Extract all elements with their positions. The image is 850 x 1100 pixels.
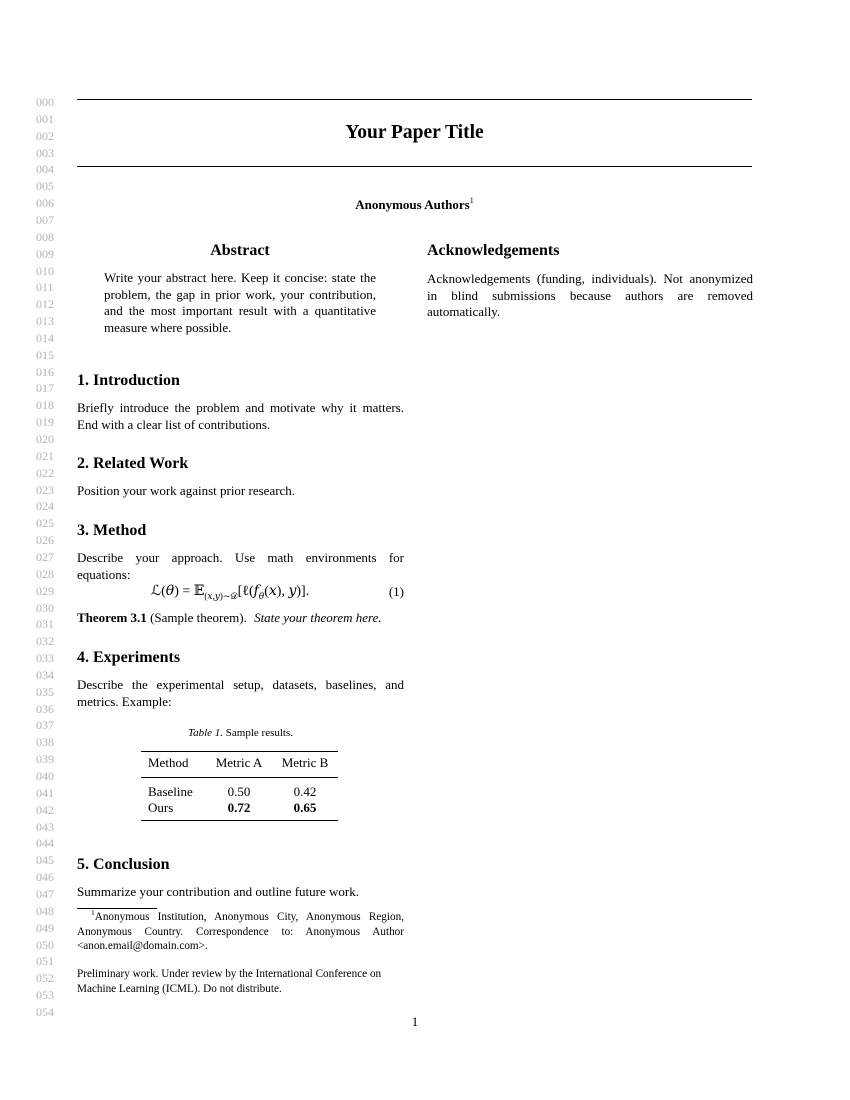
line-number: 025 (36, 516, 54, 531)
line-number: 010 (36, 263, 54, 278)
experiments-text: Describe the experimental setup, datasets, baselines, and metrics. Example: (77, 677, 404, 709)
table-header-cell: Metric B (281, 755, 329, 770)
line-number: 028 (36, 566, 54, 581)
line-number: 045 (36, 853, 54, 868)
line-number: 005 (36, 179, 54, 194)
table-row (141, 800, 338, 820)
line-number: 044 (36, 836, 54, 851)
line-number: 053 (36, 988, 54, 1003)
line-number: 035 (36, 684, 54, 699)
theorem-name: (Sample theorem). (150, 610, 247, 625)
line-number: 004 (36, 162, 54, 177)
table-cell: 0.42 (293, 783, 317, 799)
table-header-cell: Metric A (215, 755, 263, 770)
line-number: 032 (36, 634, 54, 649)
title-bottom-rule (77, 166, 752, 167)
loss-equation (77, 583, 404, 603)
equation-formula: ℒ(θ) = $𝔼_{(x,y)\sim 𝒟}[\ell(f_\theta(x)$, y)]. (151, 583, 310, 602)
line-number: 024 (36, 499, 54, 514)
line-number: 041 (36, 785, 54, 800)
table-caption (77, 726, 404, 740)
abstract-text: Write your abstract here. Keep it concise: state the problem, the gap in prior work, your contribution, and the most important result with a quantitative measure where possible. (104, 270, 376, 335)
conclusion-heading: 5. Conclusion (77, 856, 170, 873)
table-caption-text: Sample results. (225, 727, 293, 739)
theorem-block (77, 610, 404, 627)
line-number: 018 (36, 398, 54, 413)
line-number: 027 (36, 549, 54, 564)
table-cell: 0.50 (227, 783, 251, 799)
author-line (77, 196, 752, 213)
line-number: 008 (36, 229, 54, 244)
line-number: 014 (36, 330, 54, 345)
line-number: 021 (36, 448, 54, 463)
line-number: 033 (36, 651, 54, 666)
line-number: 037 (36, 718, 54, 733)
theorem-label: Theorem 3.1 (77, 610, 147, 625)
method-heading: 3. Method (77, 522, 147, 539)
experiments-heading: 4. Experiments (77, 649, 181, 666)
footnote-rule (77, 908, 157, 909)
line-number: 001 (36, 111, 54, 126)
line-number: 040 (36, 769, 54, 783)
line-number: 009 (36, 246, 54, 261)
table-header-cell: Method (148, 755, 189, 770)
related-work-heading: 2. Related Work (77, 455, 189, 472)
affiliation-footnote (77, 910, 404, 954)
line-number: 048 (36, 903, 54, 918)
table-cell: 0.65 (293, 800, 317, 815)
introduction-text: Briefly introduce the problem and motivate why it matters. End with a clear list of contributions. (77, 400, 404, 432)
line-number: 006 (36, 196, 54, 211)
table-cell: Ours (148, 800, 174, 815)
footnote-text: Anonymous Institution, Anonymous City, Anonymous Region, Anonymous Country. Correspondence to: Anonymous Author <anon.email@domain.com>. (77, 911, 404, 952)
abstract-heading: Abstract (210, 242, 270, 259)
line-number: 031 (36, 617, 54, 632)
line-number: 054 (36, 1004, 54, 1019)
line-number: 000 (36, 95, 54, 109)
line-number: 030 (36, 600, 54, 615)
line-number: 043 (36, 819, 54, 834)
method-text: Describe your approach. Use math environments for equations: (77, 550, 404, 582)
author-names: Anonymous Authors (355, 197, 470, 212)
line-number: 038 (36, 735, 54, 750)
theorem-statement: State your theorem here. (254, 610, 382, 625)
page-number: 1 (411, 1014, 419, 1029)
line-number: 017 (36, 381, 54, 396)
line-number: 036 (36, 701, 54, 716)
line-number: 019 (36, 415, 54, 430)
table-caption-label: Table 1. (187, 727, 224, 739)
line-number: 029 (36, 583, 54, 598)
line-number: 022 (36, 465, 54, 480)
line-number: 049 (36, 920, 54, 935)
results-table (141, 751, 338, 821)
acknowledgements-text: Acknowledgements (funding, individuals). Not anonymized in blind submissions because authors are removed automatically. (427, 271, 753, 319)
line-number: 047 (36, 886, 54, 901)
line-number: 042 (36, 802, 54, 817)
footnote-mark: 1 (91, 908, 95, 917)
line-number: 002 (36, 128, 54, 143)
line-number: 026 (36, 533, 54, 548)
table-cell: 0.72 (227, 800, 251, 815)
acknowledgements-heading: Acknowledgements (427, 242, 560, 259)
line-number: 051 (36, 954, 54, 969)
conclusion-text: Summarize your contribution and outline future work. (77, 884, 359, 899)
paper-title: Your Paper Title (345, 122, 484, 143)
line-number: 015 (36, 347, 54, 362)
title-top-rule (77, 99, 752, 100)
table-row (141, 777, 338, 800)
equation-number: (1) (388, 584, 404, 599)
table-cell: Baseline (148, 783, 193, 799)
line-number: 012 (36, 297, 54, 312)
line-number: 039 (36, 752, 54, 767)
related-work-text: Position your work against prior research. (77, 483, 296, 498)
line-number: 034 (36, 667, 54, 682)
line-number: 011 (36, 280, 54, 295)
line-number: 023 (36, 482, 54, 497)
line-number: 020 (36, 432, 54, 446)
line-number: 016 (36, 364, 54, 379)
line-number: 013 (36, 314, 54, 329)
line-number: 007 (36, 212, 54, 227)
line-number: 003 (36, 145, 54, 160)
introduction-heading: 1. Introduction (77, 372, 180, 389)
preliminary-note: Preliminary work. Under review by the International Conference on Machine Learning (ICML). Do not distribute. (77, 968, 382, 995)
line-number: 046 (36, 870, 54, 885)
author-footnote-mark: 1 (469, 196, 474, 205)
line-number: 052 (36, 971, 54, 986)
line-number: 050 (36, 937, 54, 952)
table-header-row (141, 752, 338, 778)
